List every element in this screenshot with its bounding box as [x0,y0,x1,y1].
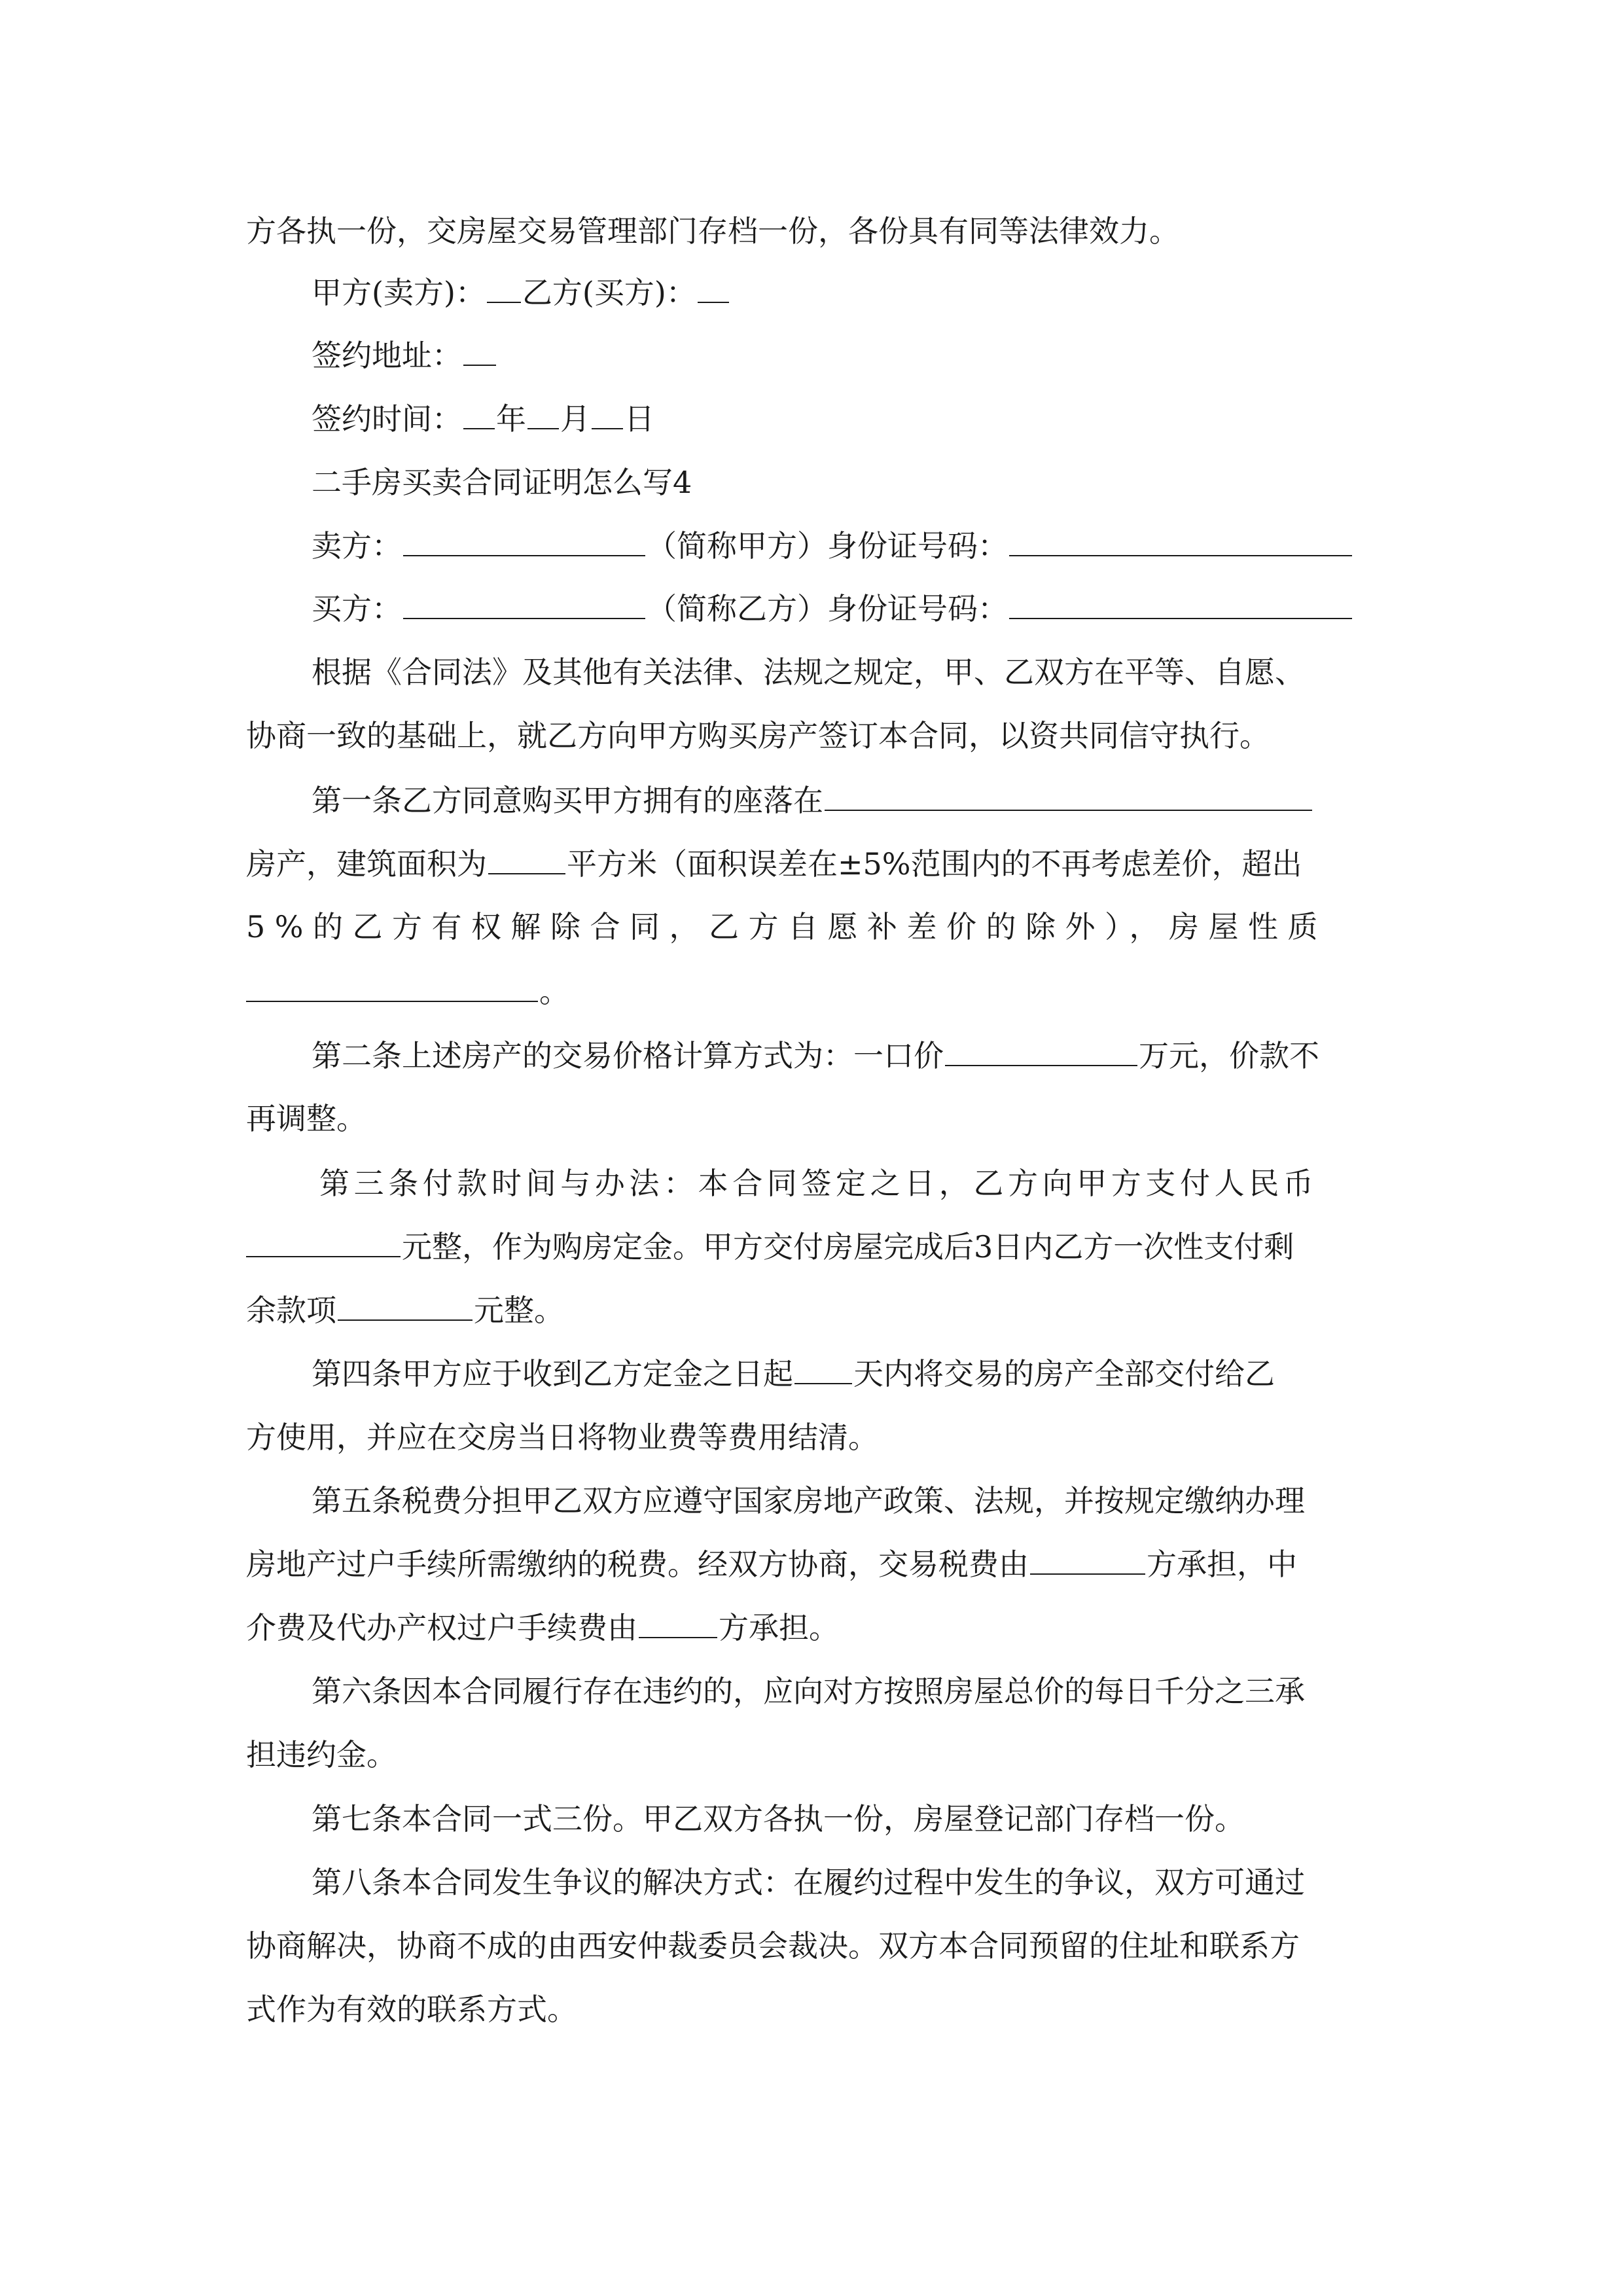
paragraph-line: 方各执一份，交房屋交易管理部门存档一份，各份具有同等法律效力。 [246,213,1179,249]
article-1-rescind-line: 5%的乙方有权解除合同，乙方自愿补差价的除外），房屋性质 [246,909,1327,944]
fee-party-blank[interactable] [639,1637,717,1638]
article-3-line: 第三条付款时间与办法：本合同签定之日，乙方向甲方支付人民币 [319,1166,1318,1201]
paragraph-line: 式作为有效的联系方式。 [246,1992,577,2027]
article-2-line [312,1038,1319,1073]
paragraph-line: 根据《合同法》及其他有关法律、法规之规定，甲、乙双方在平等、自愿、 [312,655,1305,690]
year-label: 年 [496,401,526,437]
tax-party-blank[interactable] [1030,1573,1145,1575]
fee-text-2: 方承担。 [719,1610,839,1645]
property-nature-blank[interactable] [246,1001,538,1002]
balance-unit: 元整。 [474,1293,564,1328]
balance-blank[interactable] [338,1319,473,1321]
paragraph-line: 第七条本合同一式三份。甲乙双方各执一份，房屋登记部门存档一份。 [312,1801,1245,1837]
sign-address-blank[interactable] [463,365,496,366]
property-nature-line [246,974,569,1009]
balance-line [246,1293,564,1328]
buyer-name-blank[interactable] [403,618,645,619]
tax-text-2: 方承担，中 [1147,1547,1297,1582]
year-blank[interactable] [463,428,495,429]
article-1-text: 第一条乙方同意购买甲方拥有的座落在 [312,783,823,818]
paragraph-line: 担违约金。 [246,1737,397,1772]
article-1-line [312,785,1313,816]
paragraph-line: 方使用，并应在交房当日将物业费等费用结清。 [246,1420,878,1455]
fee-text: 介费及代办产权过户手续费由 [246,1610,637,1645]
seller-blank[interactable] [487,302,521,303]
section-title: 二手房买卖合同证明怎么写4 [312,465,692,500]
seller-id-blank[interactable] [1009,555,1352,556]
tax-line [246,1547,1297,1582]
paragraph-line: 协商解决，协商不成的由西安仲裁委员会裁决。双方本合同预留的住址和联系方 [246,1928,1300,1964]
sign-address-line [312,338,497,373]
days-blank[interactable] [794,1383,852,1384]
seller-id-line [312,528,1353,564]
seller-name-blank[interactable] [403,555,645,556]
period: 。 [539,974,569,1009]
price-unit: 万元，价款不 [1139,1038,1319,1073]
tax-text: 房地产过户手续所需缴纳的税费。经双方协商，交易税费由 [246,1547,1029,1582]
location-blank[interactable] [825,810,1312,811]
area-blank[interactable] [488,873,565,874]
paragraph-line: 第六条因本合同履行存在违约的，应向对方按照房屋总价的每日千分之三承 [312,1674,1305,1709]
sign-date-line [312,401,654,437]
month-label: 月 [560,401,590,437]
article-2-text: 第二条上述房产的交易价格计算方式为：一口价 [312,1038,944,1073]
price-blank[interactable] [945,1065,1137,1066]
buyer-label: 乙方(买方)： [522,275,696,310]
paragraph-line: 第五条税费分担甲乙双方应遵守国家房地产政策、法规，并按规定缴纳办理 [312,1483,1305,1518]
deposit-text: 元整，作为购房定金。甲方交付房屋完成后3日内乙方一次性支付剩 [402,1229,1294,1265]
party-line [312,275,730,310]
buyer-id-line [312,591,1353,626]
buyer-id-label: （简称乙方）身份证号码： [647,591,1008,626]
deposit-line [246,1229,1294,1265]
month-blank[interactable] [527,428,559,429]
sign-date-label: 签约时间： [312,401,462,437]
seller-label-2: 卖方： [312,528,402,564]
buyer-id-blank[interactable] [1009,618,1352,619]
article-4-text-2: 天内将交易的房产全部交付给乙 [853,1356,1275,1391]
paragraph-line: 第八条本合同发生争议的解决方式：在履约过程中发生的争议，双方可通过 [312,1865,1305,1900]
seller-label: 甲方(卖方)： [312,275,486,310]
day-label: 日 [624,401,654,437]
area-note: 平方米（面积误差在±5%范围内的不再考虑差价，超出 [567,846,1302,882]
balance-label: 余款项 [246,1293,336,1328]
buyer-blank[interactable] [698,302,729,303]
day-blank[interactable] [592,428,623,429]
fee-line [246,1610,839,1645]
article-4-text: 第四条甲方应于收到乙方定金之日起 [312,1356,793,1391]
paragraph-line: 协商一致的基础上，就乙方向甲方购买房产签订本合同，以资共同信守执行。 [246,718,1270,753]
sign-address-label: 签约地址： [312,338,462,373]
paragraph-line: 再调整。 [246,1101,366,1136]
seller-id-label: （简称甲方）身份证号码： [647,528,1008,564]
buyer-label-2: 买方： [312,591,402,626]
deposit-blank[interactable] [246,1256,401,1257]
article-4-line [312,1356,1275,1391]
area-label: 房产，建筑面积为 [246,846,487,882]
article-1-area-line [246,846,1302,882]
